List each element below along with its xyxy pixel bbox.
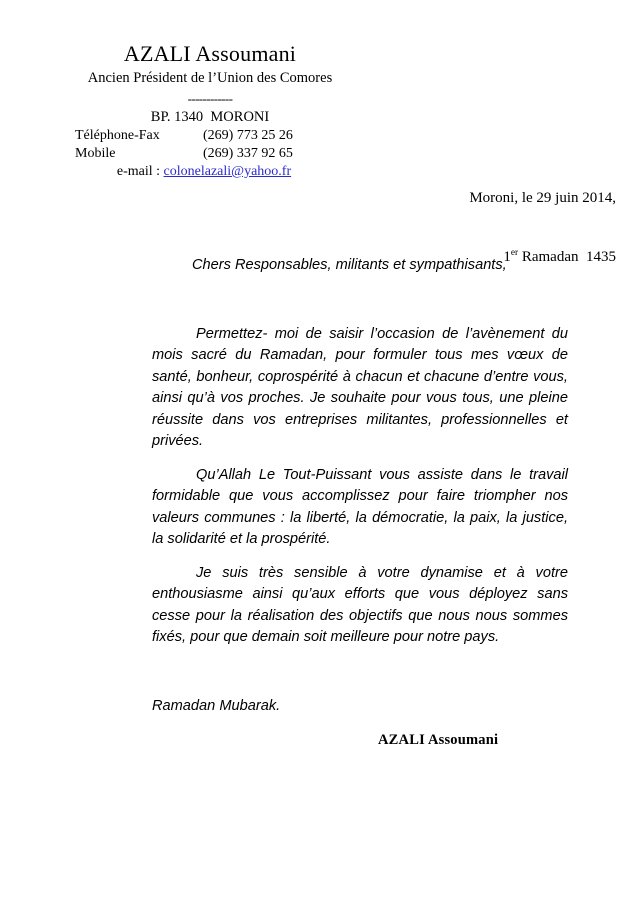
spacer bbox=[152, 649, 568, 696]
letterhead-email-row bbox=[0, 163, 414, 181]
hijri-ordinal-suffix: er bbox=[510, 247, 519, 258]
closing-line: Ramadan Mubarak. bbox=[152, 697, 281, 714]
contact-label-mobile: Mobile bbox=[75, 145, 116, 161]
contact-row-mobile bbox=[75, 145, 333, 163]
hijri-day-number: 1 bbox=[503, 248, 511, 265]
email-link[interactable]: colonelazali@yahoo.fr bbox=[163, 164, 292, 179]
letter-body bbox=[152, 255, 568, 717]
contact-value-phone-fax: (269) 773 25 26 bbox=[203, 128, 293, 143]
hijri-month-year: Ramadan 1435 bbox=[518, 248, 616, 265]
signature-name: AZALI Assoumani bbox=[378, 732, 499, 748]
letterhead-po-box: BP. 1340 MORONI bbox=[150, 109, 270, 125]
letterhead bbox=[0, 40, 420, 181]
body-paragraph-3: Je suis très sensible à votre dynamise et à votre enthousiasme ainsi qu’aux efforts que vous déployez sans cesse pour la réalisation des objectifs que nous nous sommes fixés, pour que demain soit meilleure pour notre pays. bbox=[152, 564, 568, 645]
spacer bbox=[152, 551, 568, 563]
letterhead-divider: ------------ bbox=[187, 91, 233, 106]
contact-label-phone-fax: Téléphone-Fax bbox=[75, 128, 160, 143]
spacer bbox=[152, 453, 568, 465]
contact-row-phone-fax bbox=[75, 127, 333, 145]
body-paragraph-2: Qu’Allah Le Tout-Puissant vous assiste dans le travail formidable que vous accomplissez pour faire triompher nos valeurs communes : la liberté, la démocratie, la paix, la justice, la solidarité et la prospérité. bbox=[152, 466, 568, 547]
letterhead-name: AZALI Assoumani bbox=[123, 41, 297, 66]
body-paragraph-1: Permettez- moi de saisir l’occasion de l’avènement du mois sacré du Ramadan, pour formuler tous mes vœux de santé, bonheur, coprospérité à chacun et chacune d’entre vous, ainsi qu’à vos proches. Je souhaite pour vous tous, une pleine réussite dans vos entreprises militantes, professionnelles et privées. bbox=[152, 325, 568, 449]
email-label: e-mail : bbox=[116, 164, 164, 179]
contact-value-mobile: (269) 337 92 65 bbox=[203, 145, 293, 161]
spacer bbox=[152, 277, 568, 324]
letterhead-role: Ancien Président de l’Union des Comores bbox=[87, 70, 333, 86]
date-line-gregorian: Moroni, le 29 juin 2014, bbox=[469, 190, 616, 206]
salutation: Chers Responsables, militants et sympathisants, bbox=[192, 257, 507, 273]
letterhead-contact-list bbox=[75, 127, 333, 162]
